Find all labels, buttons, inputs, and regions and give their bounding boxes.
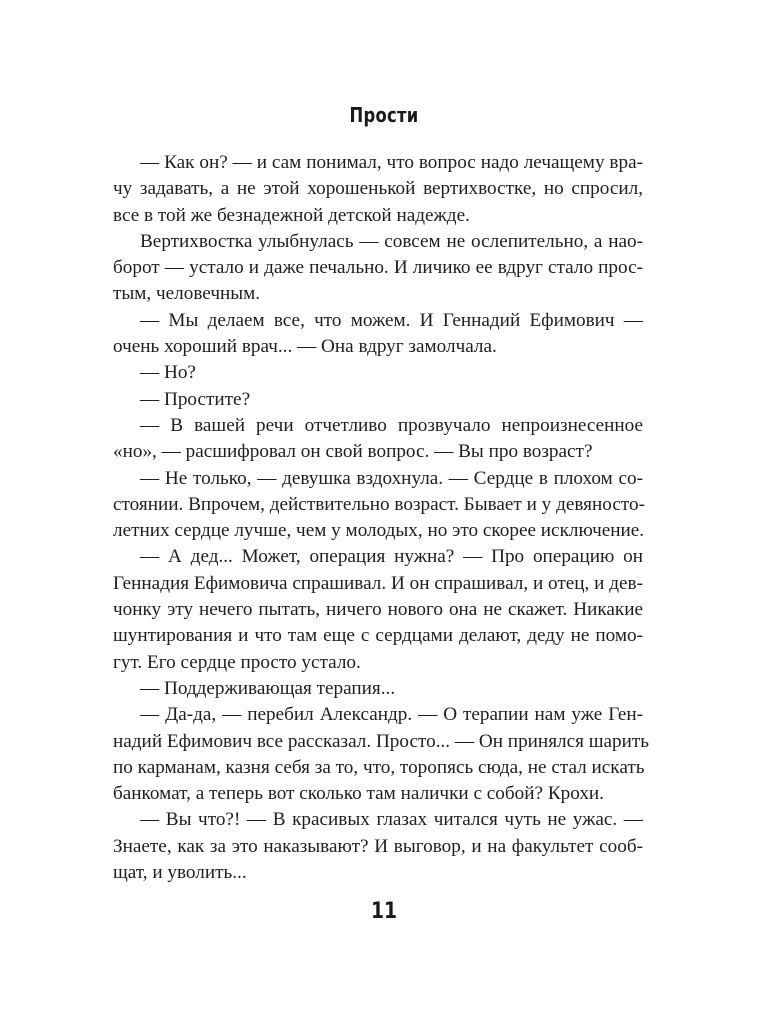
text-line: чу задавать, а не этой хорошенькой вертихвостке, но спросил, bbox=[113, 178, 643, 200]
text-line: — Не только, — девушка вздохнула. — Сердце в плохом со- bbox=[140, 467, 643, 489]
text-line: «но», — расшифровал он свой вопрос. — Вы про возраст? bbox=[113, 441, 593, 463]
page-number: 11 bbox=[370, 899, 398, 924]
text-line: надий Ефимович все рассказал. Просто... — Он принялся шарить bbox=[113, 730, 650, 752]
text-line: — Да-да, — перебил Александр. — О терапии нам уже Ген- bbox=[140, 704, 643, 726]
text-line: — Поддерживающая терапия... bbox=[140, 677, 396, 699]
body-text bbox=[113, 150, 650, 886]
text-line: — Простите? bbox=[140, 388, 251, 410]
text-line: — Как он? — и сам понимал, что вопрос надо лечащему вра- bbox=[140, 152, 643, 173]
running-title: Прости bbox=[349, 103, 419, 127]
text-line: все в той же безнадежной детской надежде. bbox=[113, 204, 470, 226]
text-line: Геннадия Ефимовича спрашивал. И он спрашивал, и отец, и дев- bbox=[113, 572, 643, 594]
text-line: по карманам, казня себя за то, что, торопясь сюда, не стал искать bbox=[113, 756, 645, 778]
text-line: борот — устало и даже печально. И личико ее вдруг стало прос- bbox=[113, 257, 643, 279]
text-line: чонку эту нечего пытать, ничего нового она не скажет. Никакие bbox=[113, 599, 643, 621]
text-line: Вертихвостка улыбнулась — совсем не ослепительно, а нао- bbox=[140, 230, 643, 252]
text-line: — Но? bbox=[140, 362, 196, 384]
text-line: — В вашей речи отчетливо прозвучало непроизнесенное bbox=[140, 414, 643, 436]
text-line: летних сердце лучше, чем у молодых, но это скорее исключение. bbox=[113, 520, 645, 542]
text-line: шунтирования и что там еще с сердцами делают, деду не помо- bbox=[113, 625, 643, 647]
text-line: Знаете, как за это наказывают? И выговор, и на факультет сооб- bbox=[113, 835, 643, 857]
text-line: очень хороший врач... — Она вдруг замолчала. bbox=[113, 336, 497, 358]
text-line: стоянии. Впрочем, действительно возраст. Бывает и у девяносто- bbox=[113, 493, 645, 515]
text-line: щат, и уволить... bbox=[113, 862, 247, 884]
text-line: — Мы делаем все, что можем. И Геннадий Ефимович — bbox=[140, 309, 643, 331]
text-line: — Вы что?! — В красивых глазах читался чуть не ужас. — bbox=[140, 809, 643, 831]
text-line: — А дед... Может, операция нужна? — Про операцию он bbox=[140, 546, 643, 568]
text-line: гут. Его сердце просто устало. bbox=[113, 651, 361, 673]
text-line: банкомат, а теперь вот сколько там налички с собой? Крохи. bbox=[113, 783, 604, 805]
text-line: тым, человечным. bbox=[113, 283, 261, 305]
